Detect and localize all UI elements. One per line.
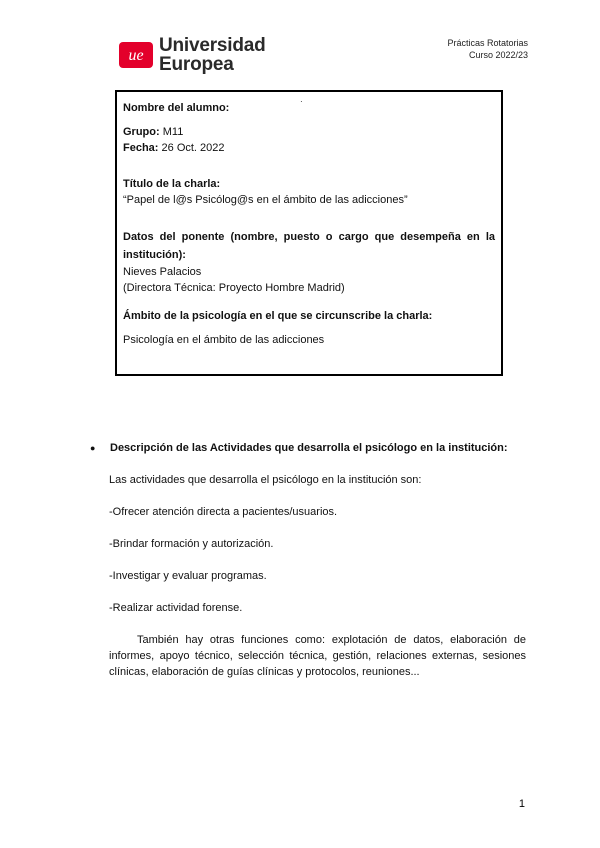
svg-text:ue: ue [128,47,144,64]
activities-section [90,440,526,680]
activity-item-3: -Investigar y evaluar programas. [109,570,267,582]
field-label: Ámbito de la psicología en el que se circunscribe la charla: [123,310,433,322]
activities-heading: Descripción de las Actividades que desarrolla el psicólogo en la institución: [110,442,508,454]
bullet-icon: ● [90,443,96,453]
speaker-label-line2 [123,246,495,264]
other-functions-paragraph: También hay otras funciones como: explotación de datos, elaboración de informes, apoyo técnico, selección técnica, gestión, relaciones externas, sesiones clínicas, elaboración de guías clínicas y protocolos, reuniones... [109,634,526,678]
ue-logo-icon [119,42,153,68]
speaker-name: Nieves Palacios [123,266,202,278]
speaker-role: (Directora Técnica: Proyecto Hombre Madrid) [123,282,345,294]
group-label: Grupo: [123,126,160,138]
date-label: Fecha: [123,142,159,154]
talk-title-label-row [123,176,495,192]
talk-info-box [115,90,503,376]
logo-line-2: Europea [159,54,234,75]
activities-intro: Las actividades que desarrolla el psicólogo en la institución son: [109,474,422,486]
logo-line-1: Universidad [159,35,266,56]
speaker-label-text2: institución): [123,249,186,261]
field-value: Psicología en el ámbito de las adicciones [123,334,325,346]
header-course-info [447,37,528,61]
talk-title-value: “Papel de l@s Psicólog@s en el ámbito de las adicciones” [123,194,408,206]
field-label-row [123,308,495,332]
speaker-label-text1: Datos del ponente (nombre, puesto o cargo que desempeña en la [123,231,495,243]
page-number: 1 [518,798,525,810]
group-value: M11 [159,126,184,138]
activities-heading-row [90,440,526,456]
activity-item-1: -Ofrecer atención directa a pacientes/usuarios. [109,506,338,518]
stray-dot: · [300,97,303,106]
group-row [123,124,495,140]
activity-item-4: -Realizar actividad forense. [109,602,243,614]
student-name-row [123,97,495,124]
date-row [123,140,495,176]
date-value: 26 Oct. 2022 [158,142,225,154]
student-name-label: Nombre del alumno: [123,102,230,114]
activity-item-2: -Brindar formación y autorización. [109,538,274,550]
header-course-year: Curso 2022/23 [468,50,528,60]
logo-wordmark [159,36,266,74]
speaker-label-line1 [123,228,495,246]
header-program: Prácticas Rotatorias [447,38,528,48]
talk-title-label: Título de la charla: [123,178,221,190]
university-logo [119,36,266,74]
